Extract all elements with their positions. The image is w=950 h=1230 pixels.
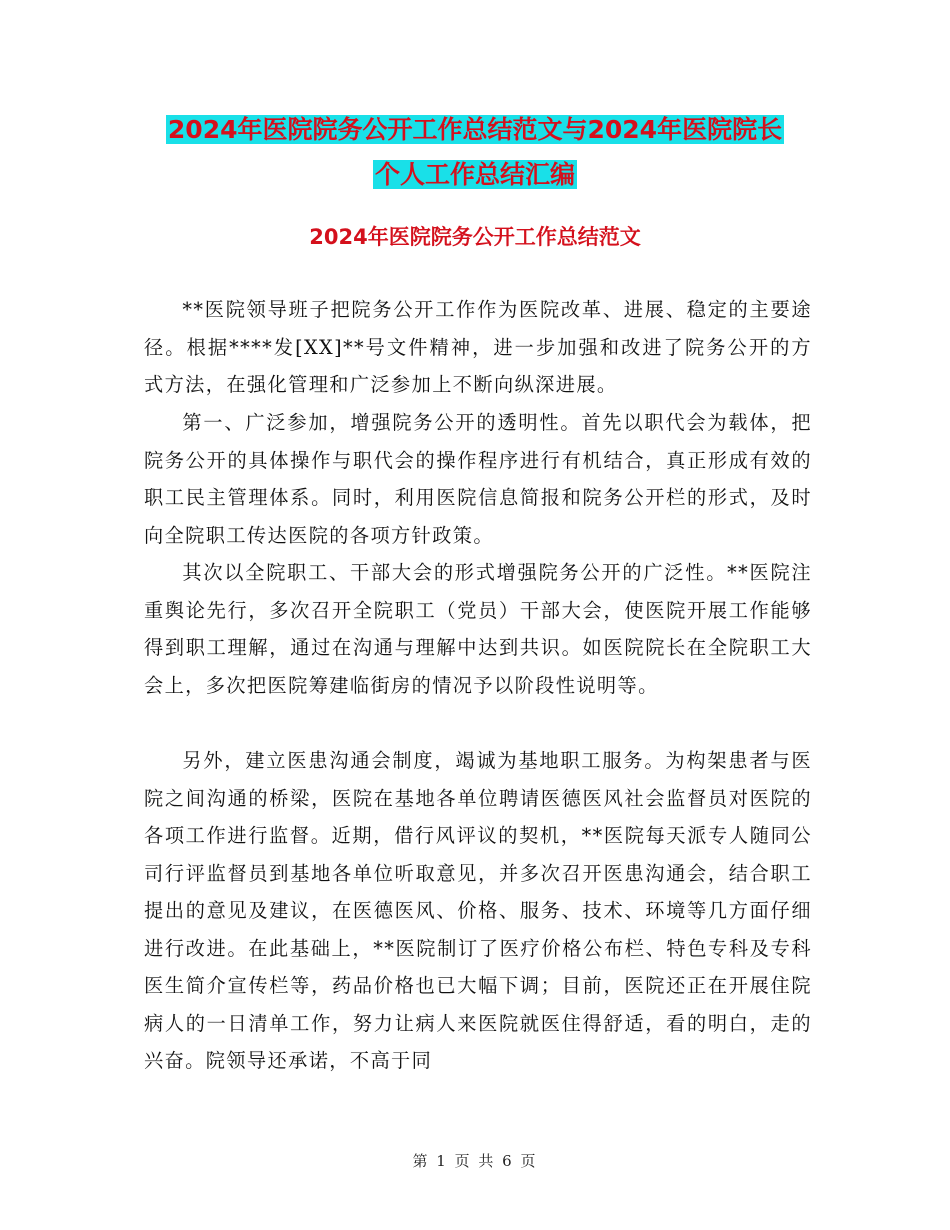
document-title-line-2 xyxy=(0,158,950,192)
document-title-line-1 xyxy=(0,113,950,147)
page-footer: 第 1 页 共 6 页 xyxy=(412,1152,538,1170)
title-highlight-1: 2024年医院院务公开工作总结范文与2024年医院院长 xyxy=(167,115,783,144)
paragraph-2: 第一、广泛参加，增强院务公开的透明性。首先以职代会为载体，把院务公开的具体操作与职代会的操作程序进行有机结合，真正形成有效的职工民主管理体系。同时，利用医院信息简报和院务公开栏的形式，及时向全院职工传达医院的各项方针政策。 xyxy=(144,411,812,547)
paragraph-3: 其次以全院职工、干部大会的形式增强院务公开的广泛性。**医院注重舆论先行，多次召开全院职工（党员）干部大会，使医院开展工作能够得到职工理解，通过在沟通与理解中达到共识。如医院院长在全院职工大会上，多次把医院筹建临街房的情况予以阶段性说明等。 xyxy=(144,561,812,697)
paragraph-1: **医院领导班子把院务公开工作作为医院改革、进展、稳定的主要途径。根据****发[XX]**号文件精神，进一步加强和改进了院务公开的方式方法，在强化管理和广泛参加上不断向纵深进展。 xyxy=(144,298,812,396)
title-highlight-2: 个人工作总结汇编 xyxy=(374,160,575,189)
section-title: 2024年医院院务公开工作总结范文 xyxy=(309,225,641,249)
paragraph-4: 另外，建立医患沟通会制度，竭诚为基地职工服务。为构架患者与医院之间沟通的桥梁，医院在基地各单位聘请医德医风社会监督员对医院的各项工作进行监督。近期，借行风评议的契机，**医院每天派专人随同公司行评监督员到基地各单位听取意见，并多次召开医患沟通会，结合职工提出的意见及建议，在医德医风、价格、服务、技术、环境等几方面仔细进行改进。在此基础上，**医院制订了医疗价格公布栏、特色专科及专科医生简介宣传栏等，药品价格也已大幅下调；目前，医院还正在开展住院病人的一日清单工作，努力让病人来医院就医住得舒适，看的明白，走的兴奋。院领导还承诺，不高于同 xyxy=(144,749,812,1072)
